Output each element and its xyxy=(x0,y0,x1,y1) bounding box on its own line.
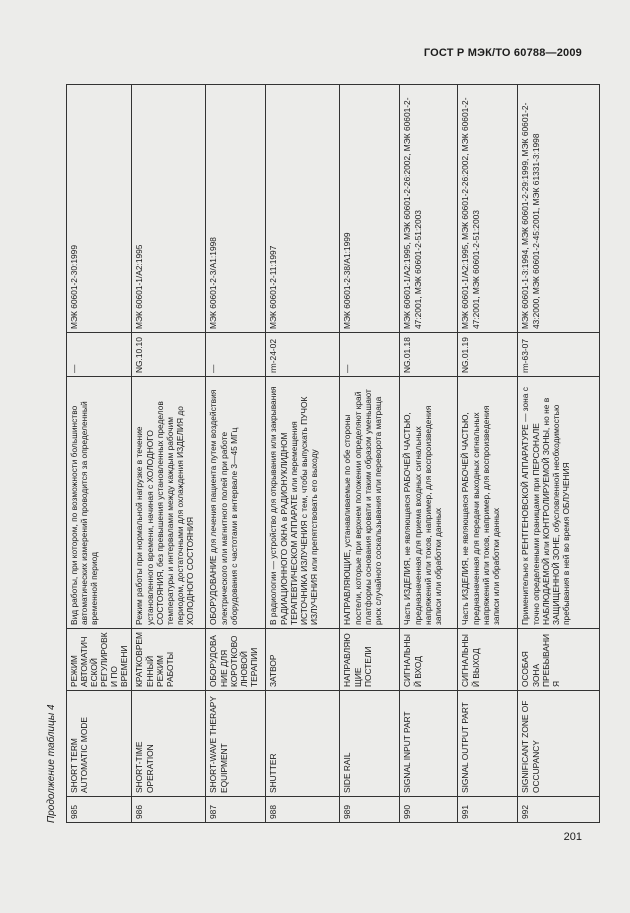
term-number: 992 xyxy=(518,797,600,823)
term-russian: ОБОРУДОВАНИЕ ДЛЯ КОРОТКОВОЛНОВОЙ ТЕРАПИИ xyxy=(206,629,266,691)
page-number: 201 xyxy=(563,831,582,843)
term-russian: ОСОБАЯ ЗОНА ПРЕБЫВАНИЯ xyxy=(518,629,600,691)
term-reference: rm-63-07 xyxy=(518,333,600,377)
term-standards: МЭК 60601-1/A2:1995, МЭК 60601-2-26:2002, МЭК 60601-2-47:2001, МЭК 60601-2-51:2003 xyxy=(458,85,518,333)
table-row xyxy=(458,85,518,823)
term-english: SIGNAL INPUT PART xyxy=(400,691,458,797)
term-number: 987 xyxy=(206,797,266,823)
table-row xyxy=(67,85,132,823)
term-number: 986 xyxy=(132,797,206,823)
table-row xyxy=(400,85,458,823)
term-reference: rm-24-02 xyxy=(266,333,340,377)
term-standards: МЭК 60601-2-11:1997 xyxy=(266,85,340,333)
term-number: 990 xyxy=(400,797,458,823)
term-standards: МЭК 60601-2-3/A1:1998 xyxy=(206,85,266,333)
term-english: SHORT-WAVE THERAPY EQUIPMENT xyxy=(206,691,266,797)
term-russian: СИГНАЛЬНЫЙ ВХОД xyxy=(400,629,458,691)
term-russian: СИГНАЛЬНЫЙ ВЫХОД xyxy=(458,629,518,691)
term-number: 988 xyxy=(266,797,340,823)
table-row xyxy=(132,85,206,823)
term-definition: Применительно к РЕНТГЕНОВСКОЙ АППАРАТУРЕ — зона с точно определенными границами при ПЕРСОНАЛЕ НАБЛЮДАЕМОЙ или КОНТРОЛИРУЕМОЙ ЗОНЫ, но не в ЗАЩИЩЕННОЙ ЗОНЕ, обусловленной необходимостью пребывания в ней во время ОБЛУЧЕНИЯ xyxy=(518,377,600,629)
term-english: SIGNIFICANT ZONE OF OCCUPANCY xyxy=(518,691,600,797)
term-reference: — xyxy=(67,333,132,377)
document-header-title: ГОСТ Р МЭК/ТО 60788—2009 xyxy=(423,47,582,59)
term-reference: — xyxy=(206,333,266,377)
term-russian: РЕЖИМ АВТОМАТИЧЕСКОЙ РЕГУЛИРОВКИ ПО ВРЕМЕНИ xyxy=(67,629,132,691)
term-reference: NG.01.18 xyxy=(400,333,458,377)
term-russian: КРАТКОВРЕМЕННЫЙ РЕЖИМ РАБОТЫ xyxy=(132,629,206,691)
term-reference: — xyxy=(340,333,400,377)
term-definition: ОБОРУДОВАНИЕ для лечения пациента путем воздействия электрического или магнитного полей при работе оборудования с частотами в интервале 3—45 МГц xyxy=(206,377,266,629)
term-english: SHORT TERM AUTOMATIC MODE xyxy=(67,691,132,797)
term-number: 991 xyxy=(458,797,518,823)
table-row xyxy=(518,85,600,823)
rotated-table-area xyxy=(46,85,590,823)
term-standards: МЭК 60601-1/A2:1995 xyxy=(132,85,206,333)
term-russian: ЗАТВОР xyxy=(266,629,340,691)
table-row xyxy=(266,85,340,823)
term-russian: НАПРАВЛЯЮЩИЕ ПОСТЕЛИ xyxy=(340,629,400,691)
term-definition: Часть ИЗДЕЛИЯ, не являющаяся РАБОЧЕЙ ЧАСТЬЮ, предназначенная для приема входных сигнальных напряжений или токов, например, для воспроизведения записи или обработки данных xyxy=(400,377,458,629)
table-row xyxy=(340,85,400,823)
term-standards: МЭК 60601-2-38/A1:1999 xyxy=(340,85,400,333)
term-standards: МЭК 60601-2-30:1999 xyxy=(67,85,132,333)
term-definition: Часть ИЗДЕЛИЯ, не являющаяся РАБОЧЕЙ ЧАСТЬЮ, предназначенная для передачи выходных сигнальных напряжений или токов, например, для воспроизведения записи или обработки данных xyxy=(458,377,518,629)
term-standards: МЭК 60601-1/A2:1995, МЭК 60601-2-26:2002, МЭК 60601-2-47:2001, МЭК 60601-2-51:2003 xyxy=(400,85,458,333)
term-number: 989 xyxy=(340,797,400,823)
term-definition: НАПРАВЛЯЮЩИЕ, устанавливаемые по обе стороны постели, которые при верхнем положении определяют край платформы основания кровати и таким образом уменьшают риск случайного соскальзывания или переворота матраца xyxy=(340,377,400,629)
term-standards: МЭК 60601-1-3:1994, МЭК 60601-2-29:1999, МЭК 60601-2-43:2000, МЭК 60601-2-45:2001, МЭК 61331-3:1998 xyxy=(518,85,600,333)
term-english: SHORT-TIME OPERATION xyxy=(132,691,206,797)
term-english: SIGNAL OUTPUT PART xyxy=(458,691,518,797)
table-caption: Продолжение таблицы 4 xyxy=(46,704,57,823)
terms-table xyxy=(66,84,600,823)
term-number: 985 xyxy=(67,797,132,823)
term-definition: Режим работы при нормальной нагрузке в течение установленного времени, начиная с ХОЛОДНОГО СОСТОЯНИЯ, без превышения установленных пределов температуры и интервалами между каждым рабочим периодом, достаточными для охлаждения ИЗДЕЛИЯ до ХОЛОДНОГО СОСТОЯНИЯ xyxy=(132,377,206,629)
term-english: SIDE RAIL xyxy=(340,691,400,797)
term-definition: В радиологии — устройство для открывания или закрывания РАДИАЦИОННОГО ОКНА в РАДИОНУКЛИДНОМ ТЕРАПЕВТИЧЕСКОМ АППАРАТЕ или перемещения ИСТОЧНИКА ИЗЛУЧЕНИЯ с тем, чтобы выпускать ПУЧОК ИЗЛУЧЕНИЯ или препятствовать его выходу xyxy=(266,377,340,629)
term-english: SHUTTER xyxy=(266,691,340,797)
term-reference: NG.01.19 xyxy=(458,333,518,377)
term-reference: NG.10.10 xyxy=(132,333,206,377)
table-row xyxy=(206,85,266,823)
term-definition: Вид работы, при котором, по возможности большинство автоматических измерений проводится за определенный временной период xyxy=(67,377,132,629)
